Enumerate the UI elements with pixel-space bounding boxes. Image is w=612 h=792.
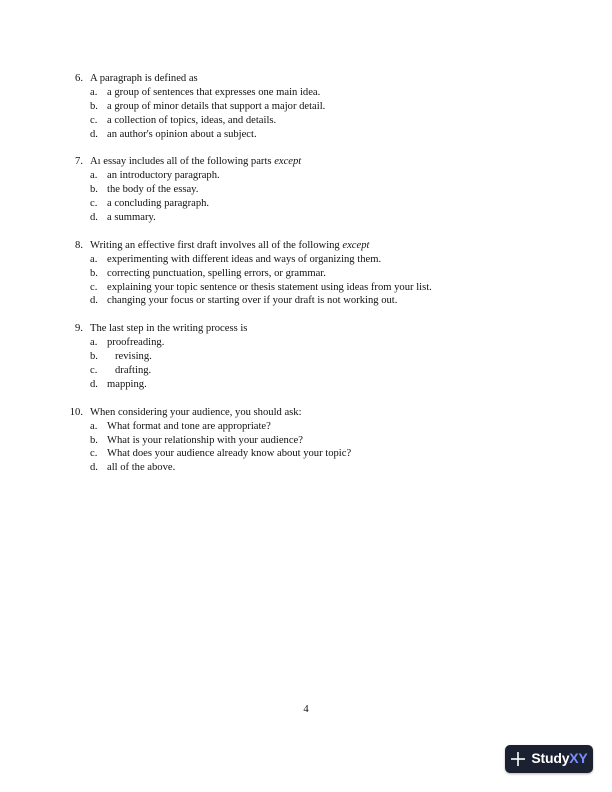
option-letter: d. xyxy=(90,378,98,390)
option-text: mapping. xyxy=(107,378,147,390)
studyxy-badge[interactable] xyxy=(505,745,593,773)
option-text: the body of the essay. xyxy=(107,184,199,196)
question-number: 9. xyxy=(75,323,83,335)
question-text: When considering your audience, you should ask: xyxy=(90,406,302,418)
question-emphasis: except xyxy=(342,239,370,251)
option-letter: a. xyxy=(90,253,98,265)
question-prompt xyxy=(64,155,564,169)
answer-option xyxy=(64,169,564,183)
question-prompt xyxy=(64,72,564,86)
option-text: all of the above. xyxy=(107,462,176,474)
question-text-main: Writing an effective first draft involves all of the following xyxy=(90,239,343,251)
option-letter: a. xyxy=(90,420,98,432)
option-letter: d. xyxy=(90,128,98,140)
option-text: an author's opinion about a subject. xyxy=(107,128,257,140)
option-text: revising. xyxy=(115,351,152,363)
badge-brand xyxy=(531,752,587,766)
option-letter: d. xyxy=(90,295,98,307)
option-letter: a. xyxy=(90,86,98,98)
option-text: What format and tone are appropriate? xyxy=(107,420,271,432)
option-text: a collection of topics, ideas, and details. xyxy=(107,114,277,126)
question-text xyxy=(90,240,369,251)
option-letter: c. xyxy=(90,448,98,460)
option-letter: a. xyxy=(90,170,98,182)
question-9 xyxy=(64,322,564,392)
question-6 xyxy=(64,72,564,142)
question-7 xyxy=(64,155,564,225)
option-letter: c. xyxy=(90,364,98,376)
option-text: What is your relationship with your audience? xyxy=(107,434,303,446)
answer-option xyxy=(64,434,564,448)
option-letter: a. xyxy=(90,337,98,349)
answer-option xyxy=(64,420,564,434)
question-text-main: Aı essay includes all of the following parts xyxy=(90,156,275,168)
question-number: 8. xyxy=(75,239,83,251)
answer-option xyxy=(64,294,564,308)
option-text: explaining your topic sentence or thesis statement using ideas from your list. xyxy=(107,281,432,293)
answer-option xyxy=(64,128,564,142)
answer-option xyxy=(64,183,564,197)
option-letter: b. xyxy=(90,100,98,112)
option-letter: b. xyxy=(90,267,98,279)
option-text: a concluding paragraph. xyxy=(107,198,210,210)
answer-option xyxy=(64,447,564,461)
answer-option xyxy=(64,350,564,364)
question-prompt xyxy=(64,322,564,336)
option-text: correcting punctuation, spelling errors, or grammar. xyxy=(107,267,326,279)
option-text: drafting. xyxy=(115,364,152,376)
answer-option xyxy=(64,364,564,378)
option-text: an introductory paragraph. xyxy=(107,170,220,182)
question-number: 10. xyxy=(69,406,83,418)
option-letter: d. xyxy=(90,462,98,474)
option-letter: b. xyxy=(90,351,98,363)
answer-option xyxy=(64,86,564,100)
question-prompt xyxy=(64,406,564,420)
question-number: 6. xyxy=(75,73,83,84)
option-text: changing your focus or starting over if your draft is not working out. xyxy=(107,295,398,307)
question-text xyxy=(90,156,301,167)
question-prompt xyxy=(64,239,564,253)
answer-option xyxy=(64,114,564,128)
question-list xyxy=(64,72,564,489)
answer-option xyxy=(64,267,564,281)
option-letter: c. xyxy=(90,281,98,293)
answer-option xyxy=(64,336,564,350)
option-letter: b. xyxy=(90,434,98,446)
question-emphasis: except xyxy=(274,156,302,168)
option-text: a group of sentences that expresses one main idea. xyxy=(107,86,321,98)
option-letter: c. xyxy=(90,114,98,126)
question-text: The last step in the writing process is xyxy=(90,323,248,335)
option-text: experimenting with different ideas and ways of organizing them. xyxy=(107,253,382,265)
plus-icon xyxy=(510,751,526,767)
option-text: What does your audience already know about your topic? xyxy=(107,448,352,460)
answer-option xyxy=(64,197,564,211)
page-number: 4 xyxy=(303,704,309,715)
question-text: A paragraph is defined as xyxy=(90,73,198,84)
question-8 xyxy=(64,239,564,309)
answer-option xyxy=(64,281,564,295)
answer-option xyxy=(64,100,564,114)
answer-option xyxy=(64,253,564,267)
answer-option xyxy=(64,211,564,225)
option-text: a summary. xyxy=(107,212,156,224)
question-10 xyxy=(64,406,564,476)
answer-option xyxy=(64,461,564,475)
option-letter: c. xyxy=(90,198,98,210)
option-text: a group of minor details that support a major detail. xyxy=(107,100,326,112)
option-letter: d. xyxy=(90,212,98,224)
question-number: 7. xyxy=(75,156,83,168)
badge-brand-main: Study xyxy=(531,750,570,767)
option-letter: b. xyxy=(90,184,98,196)
badge-brand-accent: XY xyxy=(569,750,588,767)
answer-option xyxy=(64,378,564,392)
option-text: proofreading. xyxy=(107,337,165,349)
